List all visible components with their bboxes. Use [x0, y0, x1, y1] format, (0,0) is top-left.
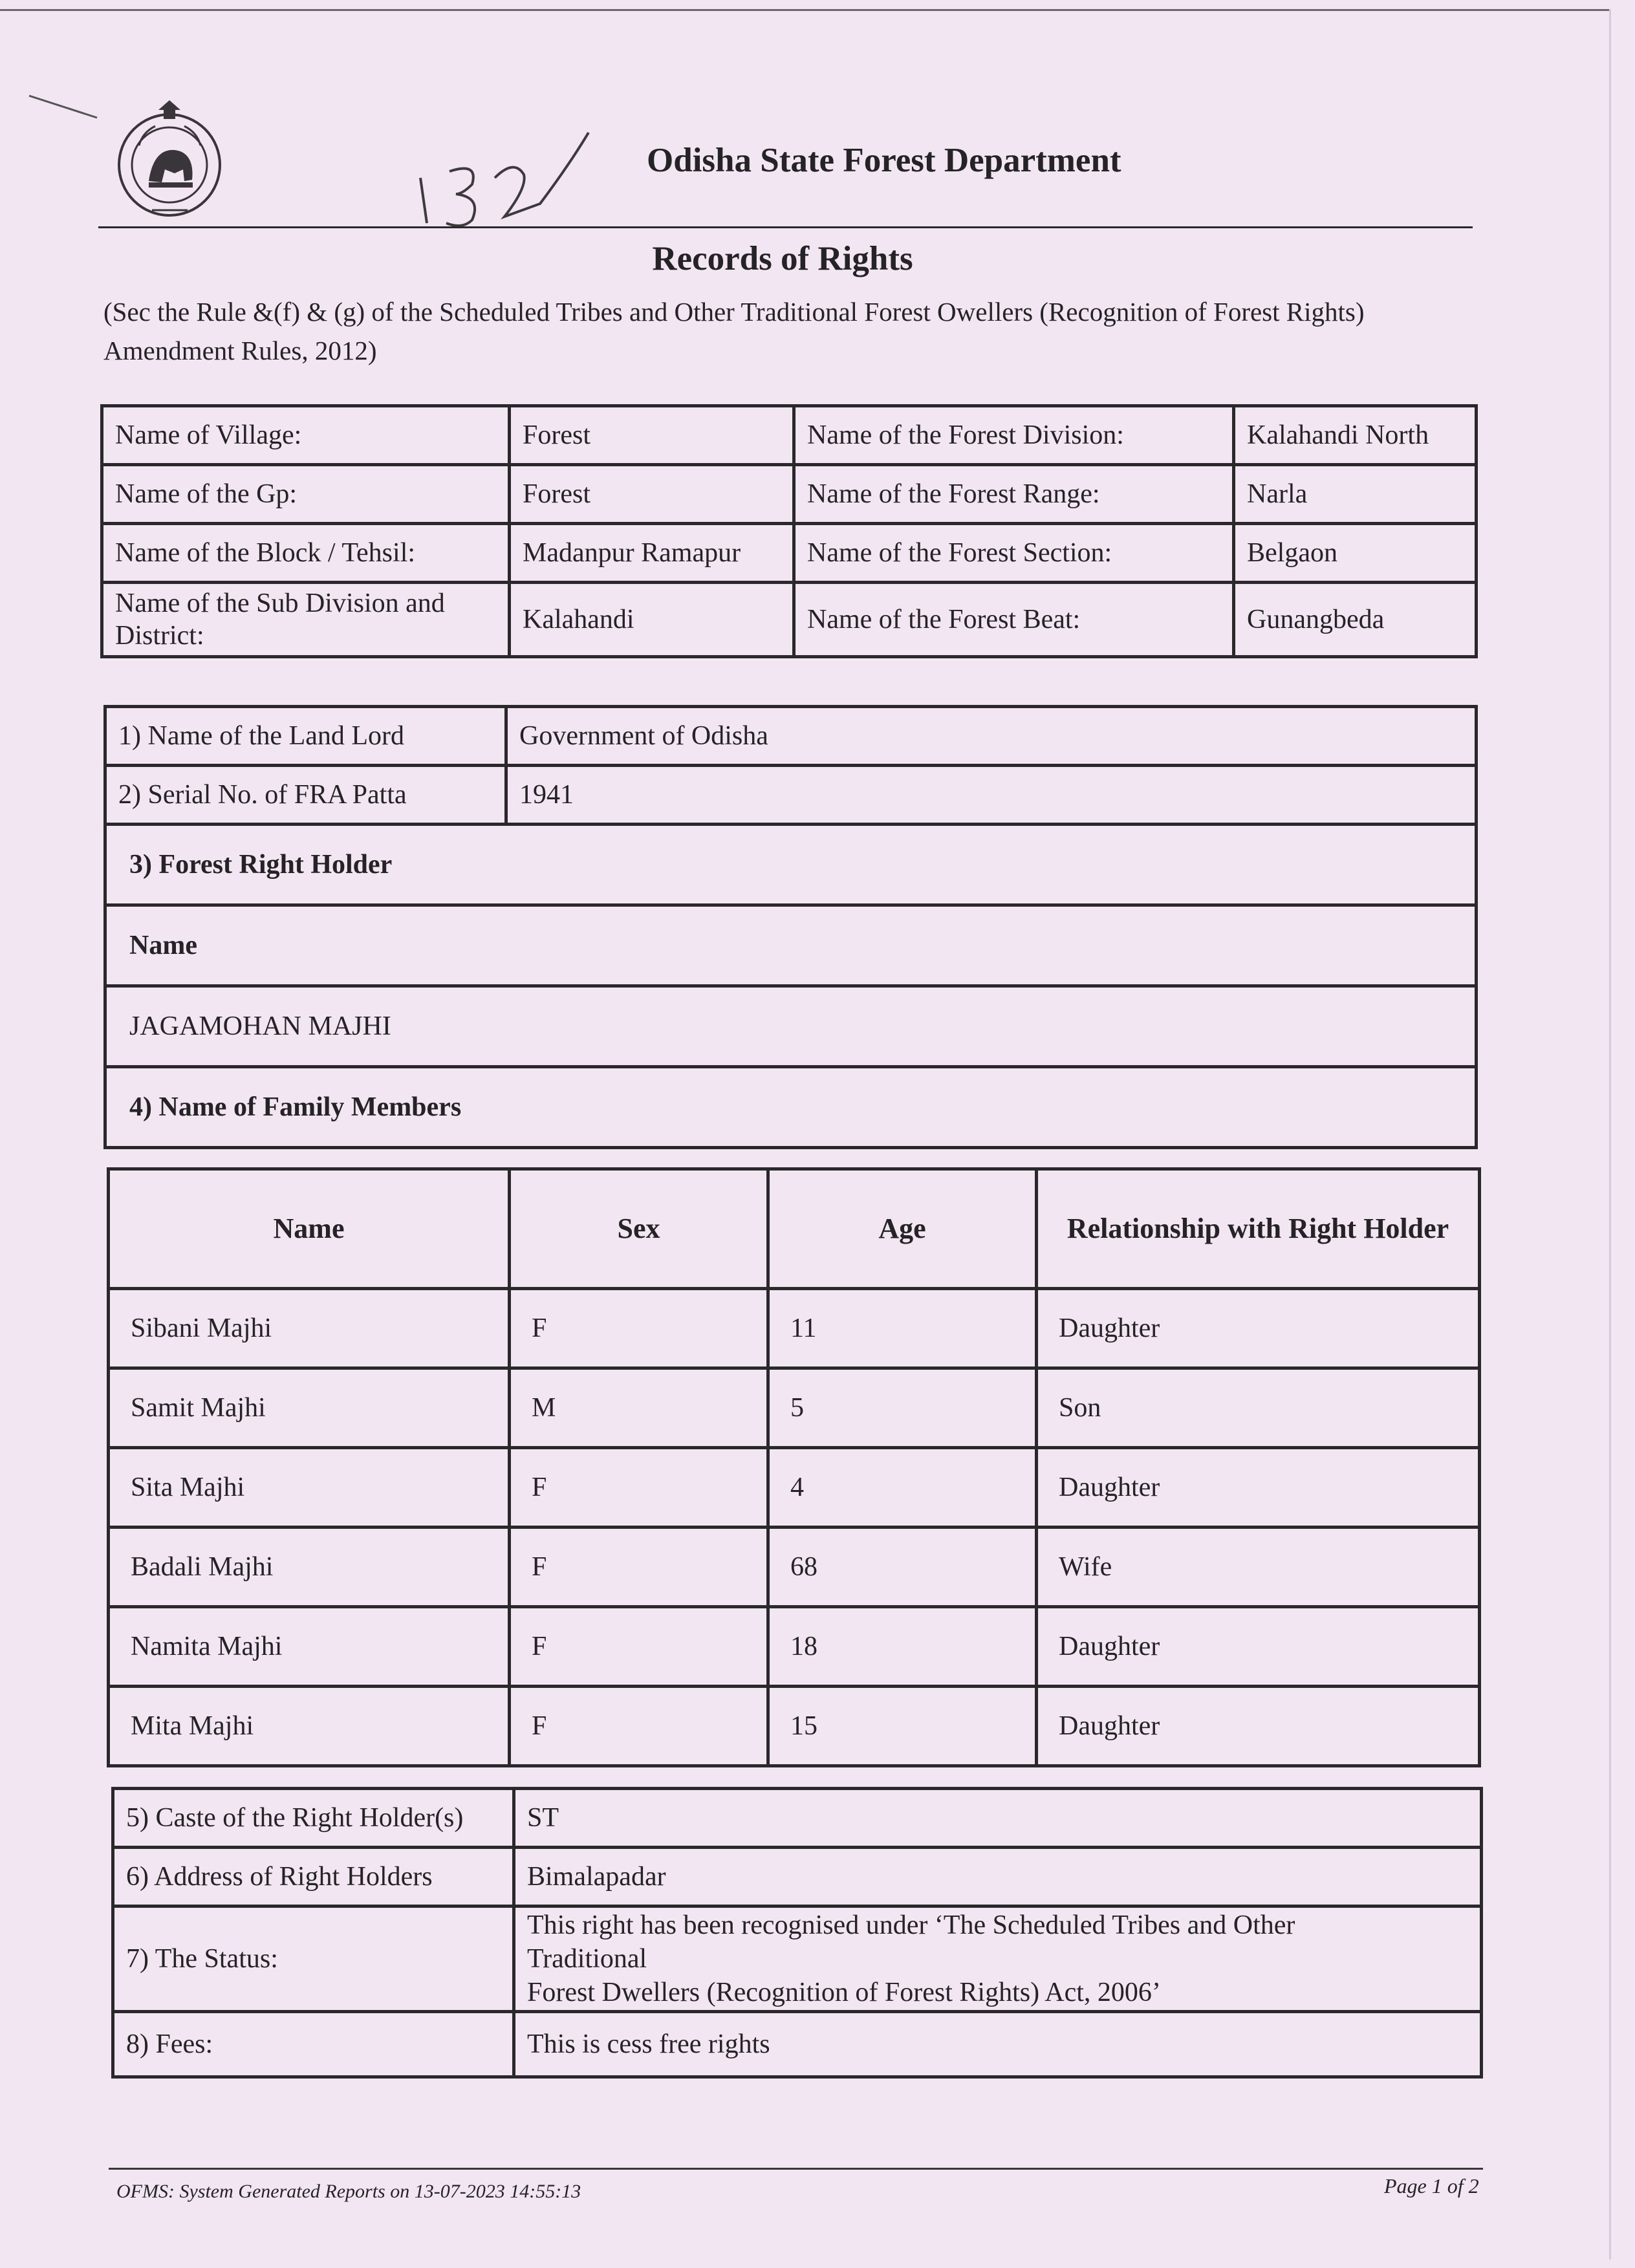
table-row [109, 1448, 1480, 1528]
table-row [109, 1687, 1480, 1766]
table-row [109, 1607, 1480, 1687]
forest-beat-value: Gunangbeda [1234, 583, 1477, 657]
patta-label: 2) Serial No. of FRA Patta [105, 766, 506, 825]
forest-range-value: Narla [1234, 465, 1477, 524]
record-table [103, 705, 1478, 1149]
family-age-header: Age [768, 1169, 1037, 1289]
gp-value: Forest [510, 465, 794, 524]
member-sex: F [510, 1687, 768, 1766]
village-label: Name of Village: [102, 406, 510, 465]
patta-value: 1941 [506, 766, 1477, 825]
caste-row [113, 1789, 1482, 1848]
member-age: 4 [768, 1448, 1037, 1528]
location-row [102, 583, 1477, 657]
generated-timestamp: OFMS: System Generated Reports on 13-07-2023 14:55:13 [116, 2181, 581, 2202]
status-label: 7) The Status: [113, 1906, 514, 2012]
forest-division-value: Kalahandi North [1234, 406, 1477, 465]
family-table [107, 1167, 1481, 1767]
member-sex: F [510, 1528, 768, 1607]
odisha-emblem-icon [113, 97, 226, 223]
family-sex-header: Sex [510, 1169, 768, 1289]
details-table [111, 1787, 1483, 2079]
caste-value: ST [514, 1789, 1482, 1848]
family-name-header: Name [109, 1169, 510, 1289]
scan-edge-right [1609, 9, 1611, 2260]
member-age: 5 [768, 1368, 1037, 1448]
member-age: 68 [768, 1528, 1037, 1607]
table-row [109, 1289, 1480, 1368]
land-lord-value: Government of Odisha [506, 707, 1477, 766]
address-row [113, 1848, 1482, 1906]
member-name: Mita Majhi [109, 1687, 510, 1766]
member-sex: M [510, 1368, 768, 1448]
member-relationship: Daughter [1037, 1687, 1480, 1766]
block-tehsil-label: Name of the Block / Tehsil: [102, 524, 510, 583]
family-section [105, 1067, 1477, 1148]
scan-edge-top [0, 9, 1610, 11]
status-line: Forest Dwellers (Recognition of Forest Rights) Act, 2006’ [527, 1978, 1161, 2007]
family-header-row [109, 1169, 1480, 1289]
right-holder-row [105, 986, 1477, 1067]
family-relationship-header: Relationship with Right Holder [1037, 1169, 1480, 1289]
name-heading: Name [105, 905, 1477, 986]
fees-row [113, 2012, 1482, 2077]
caste-label: 5) Caste of the Right Holder(s) [113, 1789, 514, 1848]
handwritten-number [401, 126, 595, 236]
patta-row [105, 766, 1477, 825]
forest-range-label: Name of the Forest Range: [794, 465, 1234, 524]
land-lord-row [105, 707, 1477, 766]
member-age: 15 [768, 1687, 1037, 1766]
department-title: Odisha State Forest Department [647, 142, 1121, 179]
fees-label: 8) Fees: [113, 2012, 514, 2077]
forest-section-label: Name of the Forest Section: [794, 524, 1234, 583]
member-name: Badali Majhi [109, 1528, 510, 1607]
right-holder-name: JAGAMOHAN MAJHI [105, 986, 1477, 1067]
location-row [102, 524, 1477, 583]
fees-value: This is cess free rights [514, 2012, 1482, 2077]
member-sex: F [510, 1607, 768, 1687]
member-name: Sita Majhi [109, 1448, 510, 1528]
rule-reference: (Sec the Rule &(f) & (g) of the Scheduled Tribes and Other Traditional Forest Owellers (Recognition of Forest Rights) Amendment Rules, 2012) [103, 297, 1365, 365]
member-relationship: Daughter [1037, 1448, 1480, 1528]
location-table [100, 404, 1478, 658]
member-relationship: Daughter [1037, 1289, 1480, 1368]
forest-beat-label: Name of the Forest Beat: [794, 583, 1234, 657]
page-title: Records of Rights [652, 240, 913, 277]
status-row [113, 1906, 1482, 2012]
right-holder-heading: 3) Forest Right Holder [105, 825, 1477, 905]
member-sex: F [510, 1448, 768, 1528]
location-row [102, 465, 1477, 524]
member-relationship: Wife [1037, 1528, 1480, 1607]
right-holder-section [105, 825, 1477, 905]
village-value: Forest [510, 406, 794, 465]
footer-divider [109, 2168, 1483, 2170]
member-age: 18 [768, 1607, 1037, 1687]
sub-division-value: Kalahandi [510, 583, 794, 657]
name-section [105, 905, 1477, 986]
sub-division-label: Name of the Sub Division and District: [102, 583, 510, 657]
table-row [109, 1528, 1480, 1607]
member-relationship: Son [1037, 1368, 1480, 1448]
member-relationship: Daughter [1037, 1607, 1480, 1687]
address-label: 6) Address of Right Holders [113, 1848, 514, 1906]
family-heading: 4) Name of Family Members [105, 1067, 1477, 1148]
status-line: Traditional [527, 1944, 647, 1974]
status-value [514, 1906, 1482, 2012]
land-lord-label: 1) Name of the Land Lord [105, 707, 506, 766]
member-sex: F [510, 1289, 768, 1368]
header-divider [98, 226, 1473, 228]
address-value: Bimalapadar [514, 1848, 1482, 1906]
table-row [109, 1368, 1480, 1448]
member-name: Namita Majhi [109, 1607, 510, 1687]
gp-label: Name of the Gp: [102, 465, 510, 524]
member-age: 11 [768, 1289, 1037, 1368]
block-tehsil-value: Madanpur Ramapur [510, 524, 794, 583]
status-line: This right has been recognised under ‘The Scheduled Tribes and Other [527, 1910, 1295, 1940]
member-name: Sibani Majhi [109, 1289, 510, 1368]
forest-section-value: Belgaon [1234, 524, 1477, 583]
forest-division-label: Name of the Forest Division: [794, 406, 1234, 465]
location-row [102, 406, 1477, 465]
member-name: Samit Majhi [109, 1368, 510, 1448]
pen-mark [26, 91, 103, 123]
page-number: Page 1 of 2 [1384, 2174, 1479, 2198]
